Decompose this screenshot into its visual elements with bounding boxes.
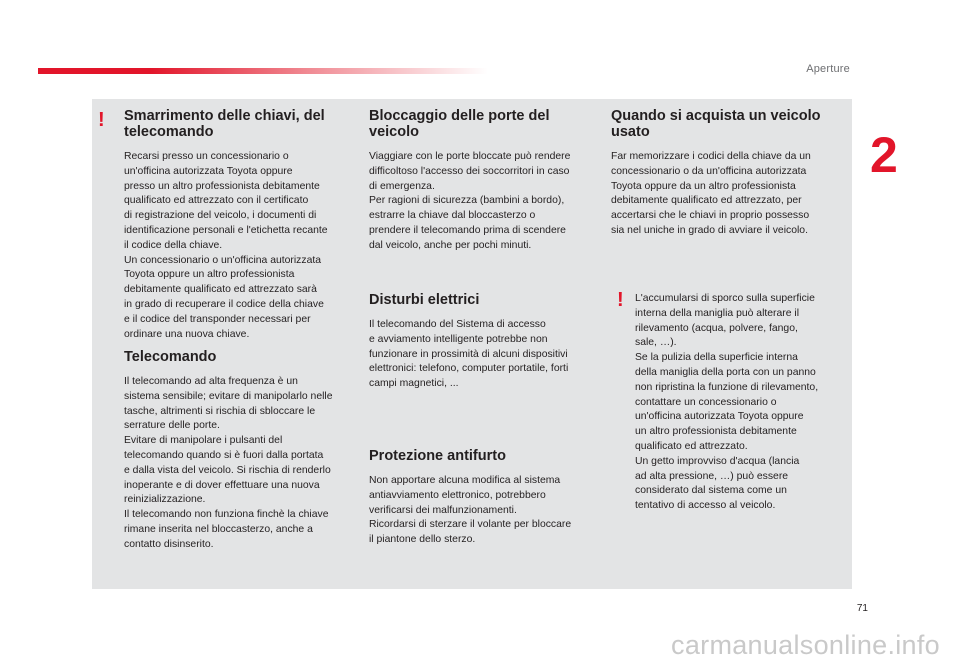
remote-section — [124, 349, 359, 553]
watermark: carmanualsonline.info — [671, 630, 940, 660]
lost-keys-text: Recarsi presso un concessionario o un'officina autorizzata Toyota oppure presso un altro professionista debitamente qualificato ed attrezzato con il certificato di registrazione del veicolo, i documenti di identificazione personali e l'etichetta recante il codice della chiave. Un concessionario o un'officina autorizzata Toyota oppure un altro professionista debitamente qualificato ed attrezzato sarà in grado di recuperare il codice della chiave e il codice del transponder necessari per ordinare una nuova chiave. — [124, 151, 328, 340]
dirt-warning-text: L'accumularsi di sporco sulla superficie interna della maniglia può alterare il rilevamento (acqua, polvere, fango, sale, …). Se la pulizia della superficie interna della maniglia della porta con un panno non ripristina la funzione di rilevamento, contattare un concessionario o un'officina autorizzata Toyota oppure un altro professionista debitamente qualificato ed attrezzato. Un getto improvviso d'acqua (lancia ad alta pressione, …) può essere considerato dal sistema come un tentativo di accesso al veicolo. — [635, 293, 819, 512]
exclamation-icon: ! — [617, 289, 624, 311]
column-1 — [124, 108, 359, 342]
used-vehicle-title: Quando si acquista un veicolo usato — [611, 108, 821, 140]
remote-text: Il telecomando ad alta frequenza è un sistema sensibile; evitare di manipolarlo nelle tasche, altrimenti si rischia di sbloccare le serrature delle porte. Evitare di manipolare i pulsanti del telecomando quando si è fuori dalla portata e dalla vista del veicolo. Si rischia di renderlo inoperante e di dover effettuare una nuova reinizializzazione. Il telecomando non funziona finchè la chiave rimane inserita nel bloccasterzo, anche a contatto disinserito. — [124, 376, 333, 550]
door-lock-title: Bloccaggio delle porte del veicolo — [369, 108, 550, 140]
lost-keys-title: Smarrimento delle chiavi, del telecomando — [124, 108, 325, 140]
anti-theft-title: Protezione antifurto — [369, 448, 506, 464]
anti-theft-text: Non apportare alcuna modifica al sistema antiavviamento elettronico, potrebbero verificarsi dei malfunzionamenti. Ricordarsi di sterzare il volante per bloccare il piantone dello sterzo. — [369, 475, 572, 546]
electrical-section — [369, 292, 599, 392]
anti-theft-section — [369, 448, 599, 548]
chapter-number: 2 — [870, 127, 898, 183]
door-lock-text: Viaggiare con le porte bloccate può rendere difficoltoso l'accesso dei soccorritori in caso di emergenza. Per ragioni di sicurezza (bambini a bordo), estrarre la chiave dal bloccasterzo o prendere il telecomando prima di scendere dal veicolo, anche per pochi minuti. — [369, 151, 571, 251]
section-title: Aperture — [806, 63, 850, 75]
electrical-title: Disturbi elettrici — [369, 292, 480, 308]
header-accent-bar — [38, 68, 488, 74]
door-lock-section — [369, 108, 599, 254]
electrical-text: Il telecomando del Sistema di accesso e avviamento intelligente potrebbe non funzionare in prossimità di alcuni dispositivi elettronici: telefono, computer portatile, forti campi magnetici, ... — [369, 319, 569, 390]
dirt-warning-section — [635, 292, 850, 514]
page-number: 71 — [856, 603, 868, 614]
exclamation-icon: ! — [98, 109, 105, 131]
used-vehicle-text: Far memorizzare i codici della chiave da un concessionario o da un'officina autorizzata Toyota oppure da un altro professionista debitamente qualificato ed attrezzato, per accertarsi che le chiavi in proprio possesso sia nel uniche in grado di avviare il veicolo. — [611, 151, 811, 236]
remote-title: Telecomando — [124, 349, 217, 365]
used-vehicle-section — [611, 108, 846, 239]
